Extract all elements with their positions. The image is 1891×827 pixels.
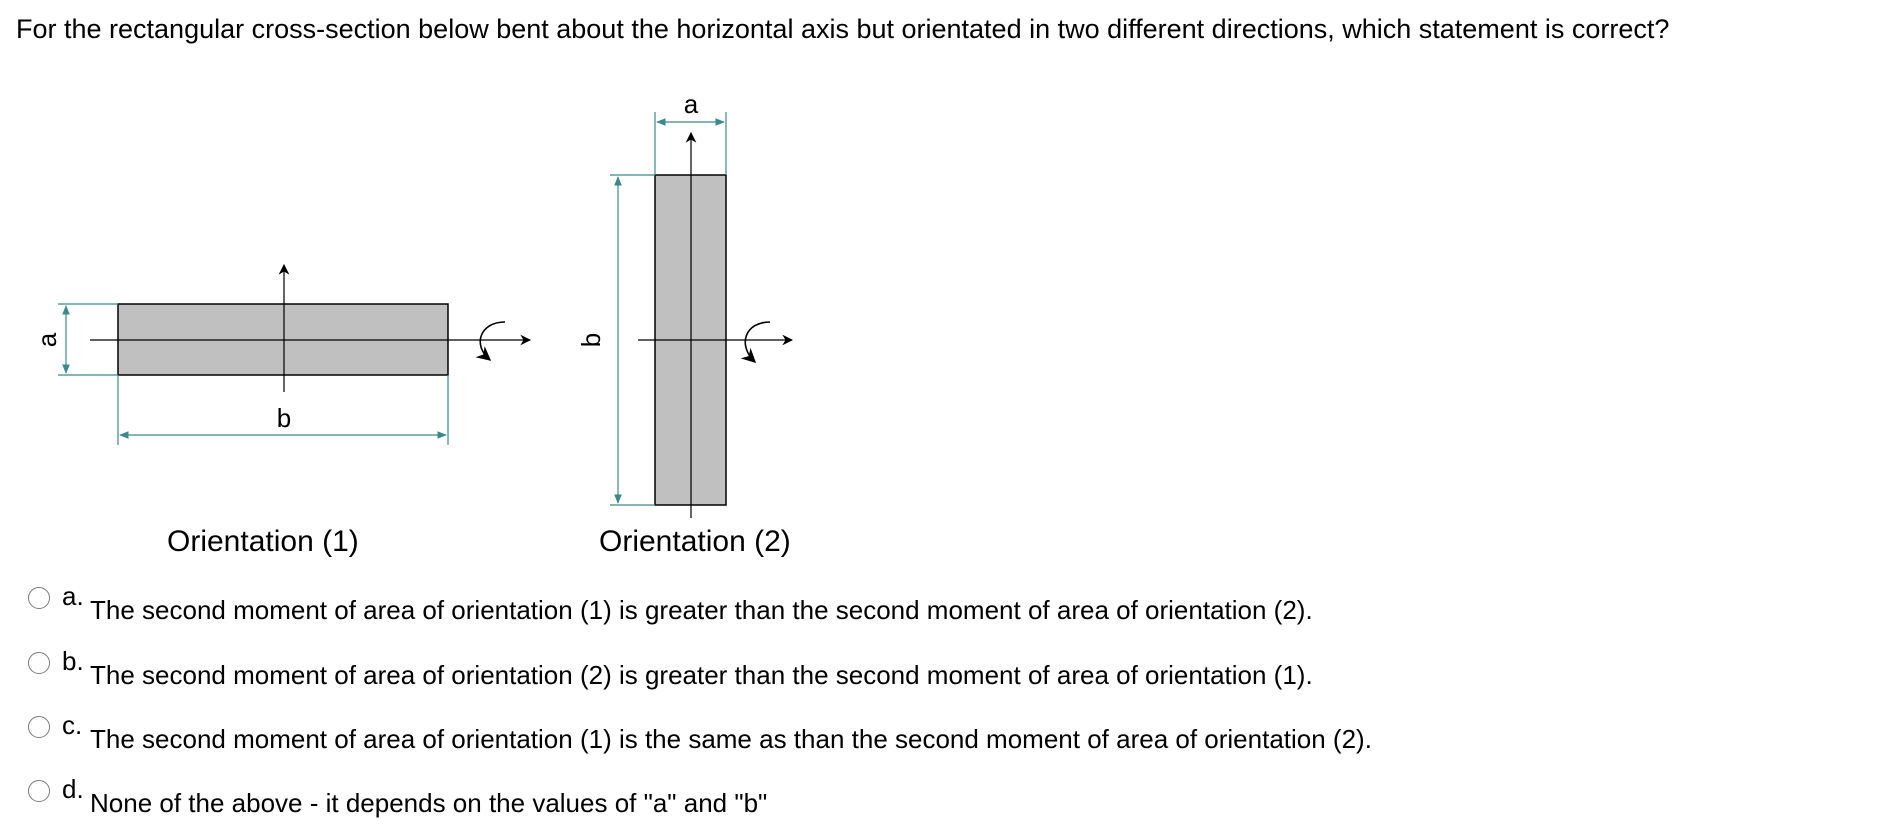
orientation-2-label: Orientation (2) bbox=[599, 525, 791, 558]
option-d-radio[interactable] bbox=[28, 780, 50, 802]
option-b-radio[interactable] bbox=[28, 652, 50, 674]
orientation-1-dim-a-label: a bbox=[32, 332, 62, 348]
orientation-2-dim-b-label: b bbox=[576, 332, 606, 348]
orientation-1-label: Orientation (1) bbox=[167, 525, 359, 558]
option-d-letter: d. bbox=[62, 774, 84, 804]
option-c-letter: c. bbox=[62, 710, 83, 740]
option-a[interactable] bbox=[28, 581, 1313, 625]
orientation-1-diagram bbox=[32, 265, 530, 445]
option-d-text: None of the above - it depends on the values of "a" and "b" bbox=[90, 788, 768, 818]
question-text: For the rectangular cross-section below bent about the horizontal axis but orientated in two different directions, which statement is correct? bbox=[16, 14, 1670, 44]
option-c[interactable] bbox=[28, 710, 1372, 754]
orientation-2-diagram bbox=[576, 89, 792, 518]
orientation-1-dim-b-label: b bbox=[276, 403, 292, 433]
option-b-text: The second moment of area of orientation (2) is greater than the second moment of area of orientation (1). bbox=[90, 660, 1313, 690]
option-a-text: The second moment of area of orientation (1) is greater than the second moment of area of orientation (2). bbox=[90, 595, 1313, 625]
option-b[interactable] bbox=[28, 646, 1313, 690]
option-c-text: The second moment of area of orientation (1) is the same as than the second moment of area of orientation (2). bbox=[90, 724, 1372, 754]
option-a-radio[interactable] bbox=[28, 587, 50, 609]
orientation-1-moment-arrow bbox=[480, 322, 505, 360]
option-a-letter: a. bbox=[62, 581, 84, 611]
option-d[interactable] bbox=[28, 774, 767, 818]
option-c-radio[interactable] bbox=[28, 716, 50, 738]
orientation-2-dim-a-label: a bbox=[683, 89, 699, 119]
option-b-letter: b. bbox=[62, 646, 84, 676]
orientation-2-moment-arrow bbox=[745, 322, 770, 362]
